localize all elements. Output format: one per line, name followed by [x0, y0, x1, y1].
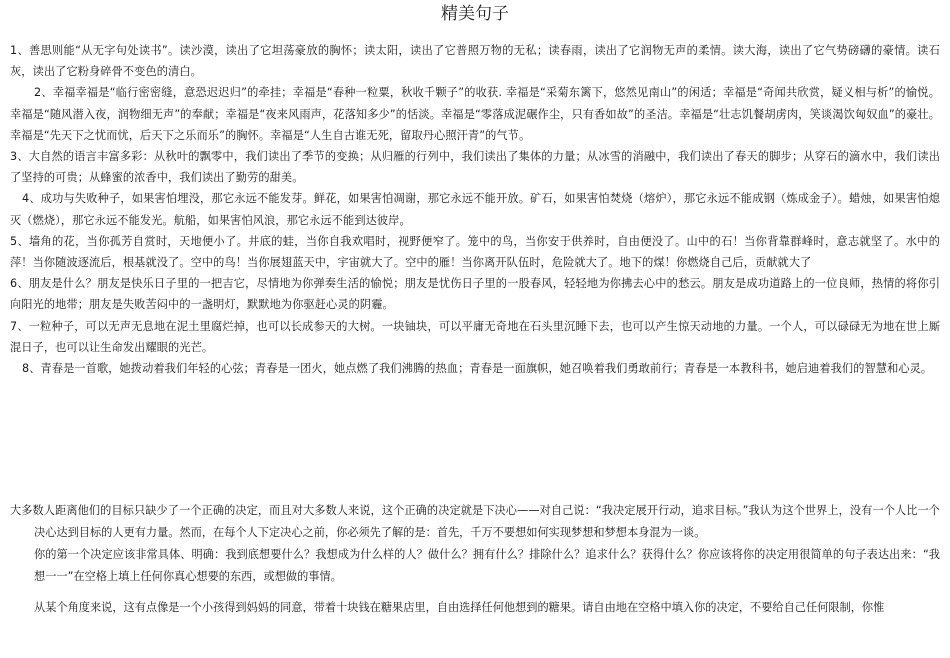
essay-paragraph-3: 从某个角度来说，这有点像是一个小孩得到妈妈的同意，带着十块钱在糖果店里，自由选择任何他想到的糖果。请自由地在空格中填入你的决定，不要给自己任何限制，你惟: [34, 601, 885, 614]
quotes-section: [10, 40, 940, 379]
paragraph-3: 3、大自然的语言丰富多彩：从秋叶的飘零中，我们读出了季节的变换；从归雁的行列中，我们读出了集体的力量；从冰雪的消融中，我们读出了春天的脚步；从穿石的滴水中，我们读出了坚持的可贵；从蜂蜜的浓香中，我们读出了勤劳的甜美。: [10, 150, 940, 185]
paragraph-5: 5、墙角的花，当你孤芳自赏时，天地便小了。井底的蛙，当你自我欢唱时，视野便窄了。笼中的鸟，当你安于供养时，自由便没了。山中的石！当你背靠群峰时，意志就坚了。水中的萍！当你随波逐流后，根基就没了。空中的鸟！当你展翅蓝天中，宇宙就大了。空中的雁！当你离开队伍时，危险就大了。地下的煤！你燃烧自己后，贡献就大了: [10, 234, 940, 270]
page-title: 精美句子: [441, 4, 509, 24]
essay-paragraph-1: 大多数人距离他们的目标只缺少了一个正确的决定，而且对大多数人来说，这个正确的决定就是下决心——对自己说：“我决定展开行动，追求目标。”我认为这个世界上，没有一个人比一个决心达到目标的人更有力量。然而，在每个人下定决心之前，你必须先了解的是：首先，千万不要想如何实现梦想和梦想本身混为一谈。: [10, 504, 940, 539]
paragraph-4: 4、成功与失败种子，如果害怕埋没，那它永远不能发芽。鲜花，如果害怕凋谢，那它永远不能开放。矿石，如果害怕焚烧（熔炉），那它永远不能成钢（炼成金子）。蜡烛，如果害怕熄灭（燃烧），那它永远不能发光。航船，如果害怕风浪，那它永远不能到达彼岸。: [10, 192, 940, 227]
essay-section: [10, 500, 940, 619]
paragraph-6: 6、朋友是什么？朋友是快乐日子里的一把吉它，尽情地为你弹奏生活的愉悦；朋友是忧伤日子里的一股春风，轻轻地为你拂去心中的愁云。朋友是成功道路上的一位良师，热情的将你引向阳光的地带；朋友是失败苦闷中的一盏明灯，默默地为你驱赶心灵的阴霾。: [10, 277, 940, 312]
paragraph-2: 2、幸福幸福是“临行密密缝，意恐迟迟归”的牵挂；幸福是“春种一粒粟，秋收千颗子”的收获. 幸福是“采菊东篱下，悠然见南山”的闲适；幸福是“奇闻共欣赏，疑义相与析”的愉悦。幸福是“随风潜入夜，润物细无声”的奉献；幸福是“夜来风雨声，花落知多少”的恬淡。幸福是“零落成泥碾作尘，只有香如故”的圣洁。幸福是“壮志饥餐胡虏肉，笑谈渴饮匈奴血”的豪壮。幸福是“先天下之忧而忧，后天下之乐而乐”的胸怀。幸福是“人生自古谁无死，留取丹心照汗青”的气节。: [10, 86, 940, 142]
paragraph-1: 1、善思则能“从无字句处读书”。读沙漠，读出了它坦荡豪放的胸怀；读太阳，读出了它普照万物的无私；读春雨，读出了它润物无声的柔情。读大海，读出了它气势磅礴的豪情。读石灰，读出了它粉身碎骨不变色的清白。: [10, 44, 940, 79]
essay-paragraph-2: 你的第一个决定应该非常具体、明确：我到底想要什么？我想成为什么样的人？做什么？拥有什么？排除什么？追求什么？获得什么？你应该将你的决定用很简单的句子表达出来：“我想一一”在空格上填上任何你真心想要的东西，或想做的事情。: [34, 548, 940, 583]
paragraph-8: 8、青春是一首歌，她拨动着我们年轻的心弦；青春是一团火，她点燃了我们沸腾的热血；青春是一面旗帜，她召唤着我们勇敢前行；青春是一本教科书，她启迪着我们的智慧和心灵。: [22, 362, 933, 376]
paragraph-7: 7、一粒种子，可以无声无息地在泥土里腐烂掉，也可以长成参天的大树。一块铀块，可以平庸无奇地在石头里沉睡下去，也可以产生惊天动地的力量。一个人，可以碌碌无为地在世上厮混日子，也可以让生命发出耀眼的光芒。: [10, 319, 940, 354]
